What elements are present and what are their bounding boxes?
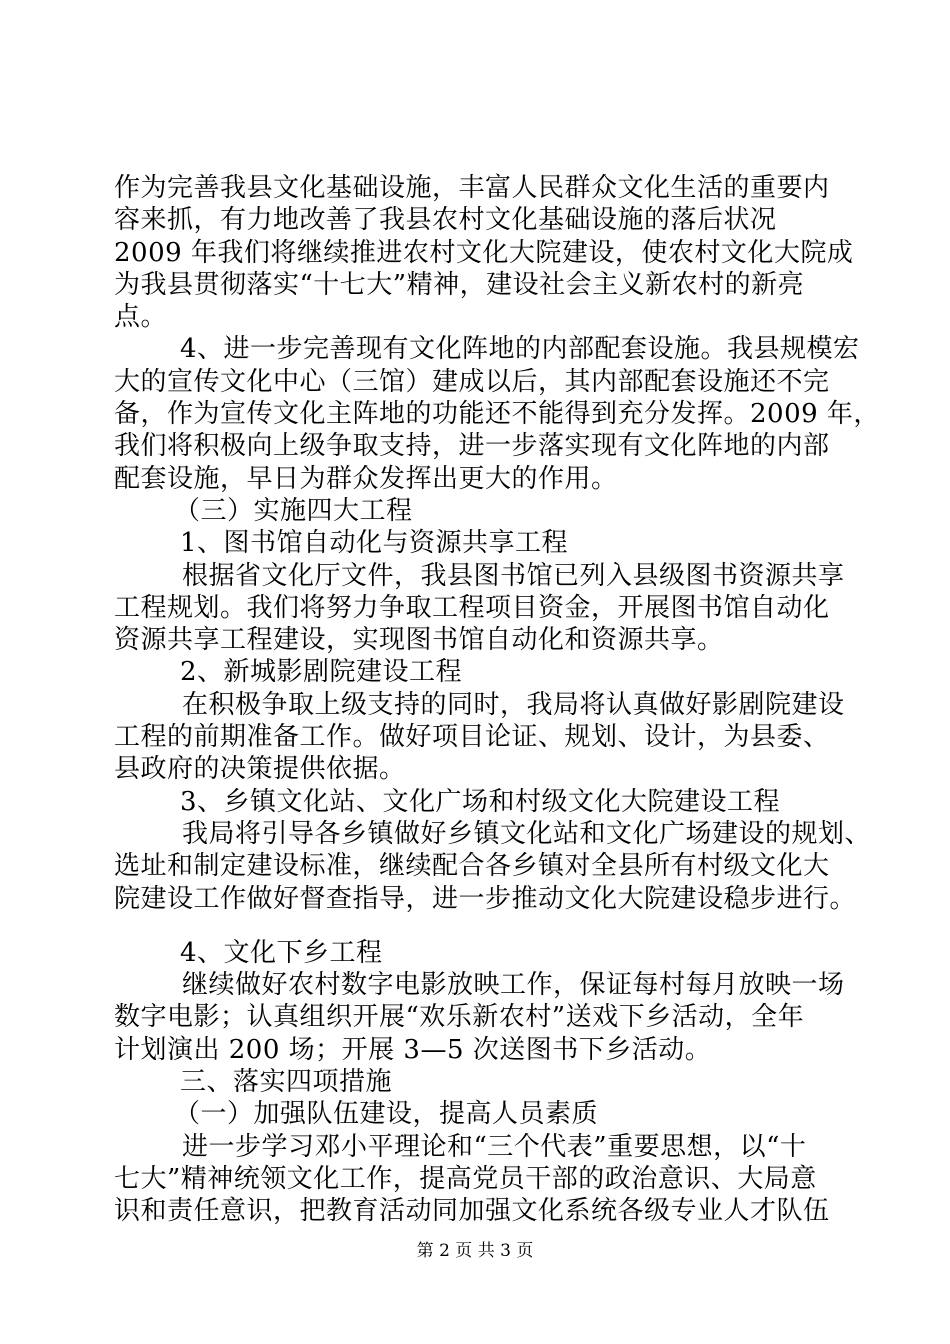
subsection-heading: 3、乡镇文化站、文化广场和村级文化大院建设工程 xyxy=(180,786,781,817)
paragraph-line: 作为完善我县文化基础设施，丰富人民群众文化生活的重要内 xyxy=(114,173,830,203)
paragraph-line: 选址和制定建设标准，继续配合各乡镇对全县所有村级文化大 xyxy=(114,851,830,882)
subsection-heading: 1、图书馆自动化与资源共享工程 xyxy=(180,528,569,559)
subsection-heading: 2、新城影剧院建设工程 xyxy=(180,657,463,688)
paragraph-line: 院建设工作做好督查指导，进一步推动文化大院建设稳步进行。 xyxy=(114,883,857,914)
page-number-footer: 第 2 页 共 3 页 xyxy=(416,1241,534,1261)
paragraph-line: 容来抓，有力地改善了我县农村文化基础设施的落后状况 xyxy=(114,205,777,236)
paragraph-line: 七大”精神统领文化工作，提高党员干部的政治意识、大局意 xyxy=(114,1163,817,1194)
paragraph-line: 配套设施，早日为群众发挥出更大的作用。 xyxy=(114,463,618,494)
paragraph-gap xyxy=(114,915,850,937)
paragraph-line: 大的宣传文化中心（三馆）建成以后，其内部配套设施还不完 xyxy=(114,366,830,397)
paragraph-line: 点。 xyxy=(114,302,168,333)
paragraph-line: 数字电影；认真组织开展“欢乐新农村”送戏下乡活动，全年 xyxy=(114,1002,805,1033)
paragraph-line: 资源共享工程建设，实现图书馆自动化和资源共享。 xyxy=(114,625,724,656)
subsection-heading: （一）加强队伍建设，提高人员素质 xyxy=(174,1099,599,1130)
paragraph-line: 2009 年我们将继续推进农村文化大院建设，使农村文化大院成 xyxy=(114,237,854,268)
paragraph-line: 识和责任意识，把教育活动同加强文化系统各级专业人才队伍 xyxy=(114,1196,830,1227)
paragraph-line: 4、进一步完善现有文化阵地的内部配套设施。我县规模宏 xyxy=(180,334,860,365)
paragraph-line: 继续做好农村数字电影放映工作，保证每村每月放映一场 xyxy=(182,970,845,1001)
section-heading: 三、落实四项措施 xyxy=(180,1067,393,1098)
paragraph-line: 工程规划。我们将努力争取工程项目资金，开展图书馆自动化 xyxy=(114,592,830,623)
paragraph-line: 我们将积极向上级争取支持，进一步落实现有文化阵地的内部 xyxy=(114,431,830,462)
paragraph-line: 工程的前期准备工作。做好项目论证、规划、设计，为县委、 xyxy=(114,722,830,753)
document-body xyxy=(114,172,880,1228)
paragraph-line: 计划演出 200 场；开展 3—5 次送图书下乡活动。 xyxy=(114,1034,712,1065)
paragraph-line: 根据省文化厅文件，我县图书馆已列入县级图书资源共享 xyxy=(182,560,845,591)
paragraph-line: 进一步学习邓小平理论和“三个代表”重要思想，以“十 xyxy=(182,1131,807,1162)
section-heading: （三）实施四大工程 xyxy=(174,495,413,526)
paragraph-line: 为我县贯彻落实“十七大”精神，建设社会主义新农村的新亮 xyxy=(114,269,805,300)
paragraph-line: 在积极争取上级支持的同时，我局将认真做好影剧院建设 xyxy=(182,689,845,720)
paragraph-line: 备，作为宣传文化主阵地的功能还不能得到充分发挥。2009 年， xyxy=(114,399,880,430)
subsection-heading: 4、文化下乡工程 xyxy=(180,937,383,968)
paragraph-line: 我局将引导各乡镇做好乡镇文化站和文化广场建设的规划、 xyxy=(182,818,872,849)
paragraph-line: 县政府的决策提供依据。 xyxy=(114,754,406,785)
